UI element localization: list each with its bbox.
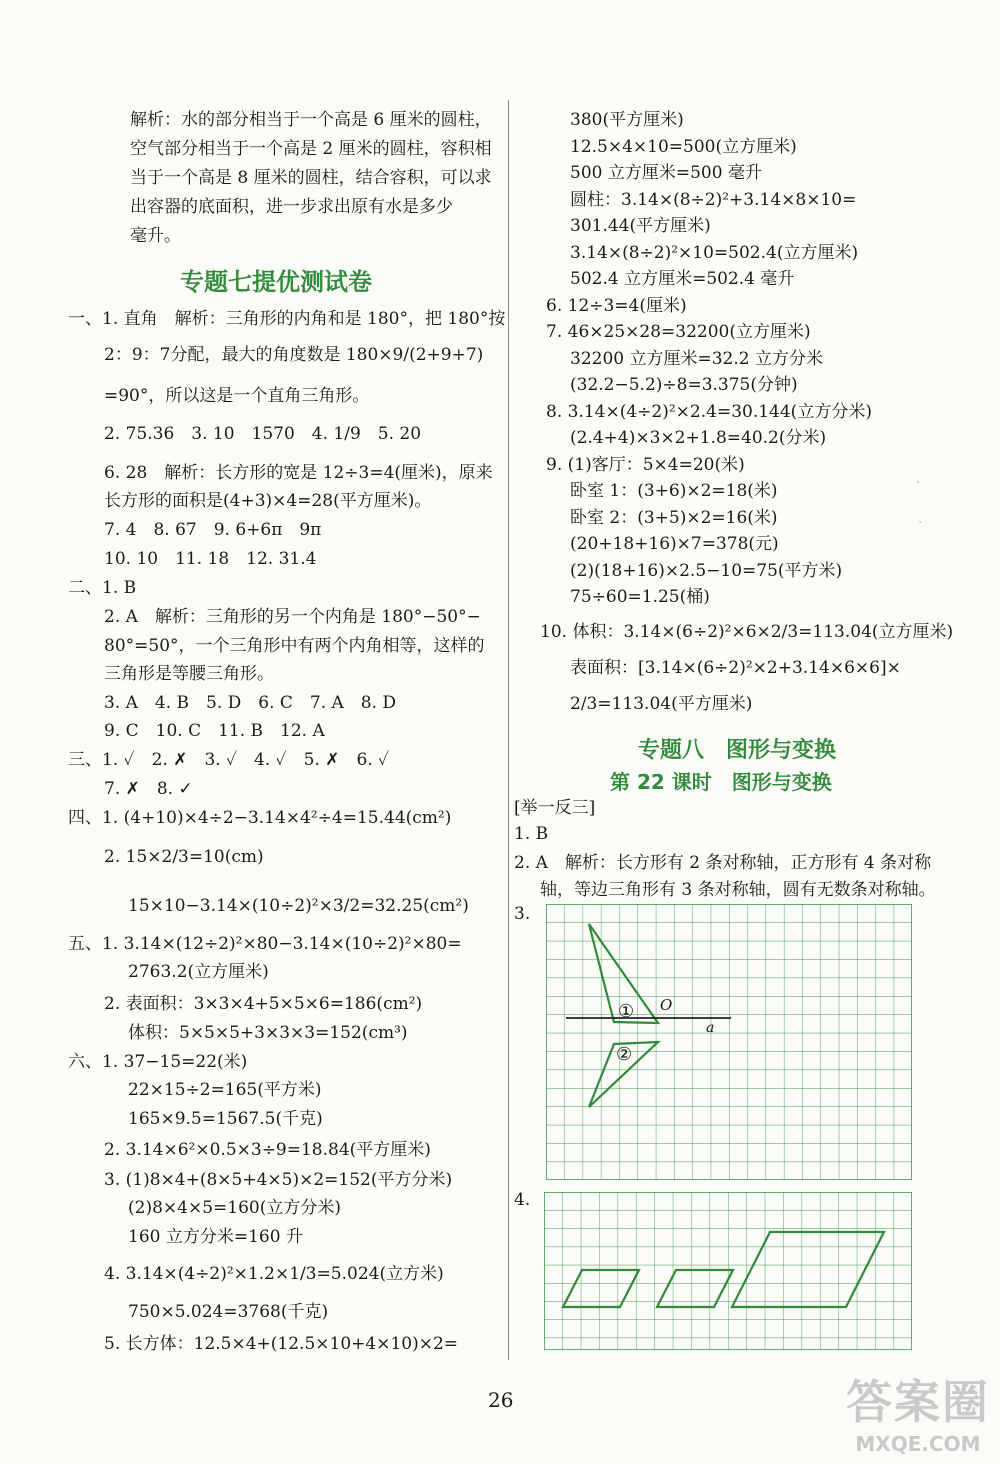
text-line: 2. 15×2/3=10(cm) bbox=[104, 847, 264, 867]
grid-figure-4 bbox=[544, 1192, 912, 1350]
label-circle-1: ① bbox=[618, 1001, 635, 1022]
text-line: 502.4 立方厘米=502.4 毫升 bbox=[570, 269, 795, 289]
text-line: 12.5×4×10=500(立方厘米) bbox=[570, 137, 797, 157]
text-line: 5. 长方体：12.5×4+(12.5×10+4×10)×2= bbox=[104, 1334, 459, 1354]
text-line: 1. B bbox=[514, 824, 549, 844]
text-line: 165×9.5=1567.5(千克) bbox=[128, 1109, 323, 1129]
watermark bbox=[846, 1366, 990, 1456]
text-line: 2. 75.36 3. 10 1570 4. 1/9 5. 20 bbox=[104, 424, 422, 444]
chapter-title: 专题八 图形与变换 bbox=[638, 738, 837, 763]
text-line: 2. A 解析：长方形有 2 条对称轴，正方形有 4 条对称 bbox=[514, 853, 932, 873]
scan-mark: · bbox=[918, 515, 923, 531]
text-line: 32200 立方厘米=32.2 立方分米 bbox=[570, 349, 823, 369]
text-line: 4. bbox=[514, 1190, 531, 1210]
text-line: 9. (1)客厅：5×4=20(米) bbox=[546, 455, 745, 475]
text-line: 3. (1)8×4+(8×5+4×5)×2=152(平方分米) bbox=[104, 1170, 453, 1190]
text-line: 表面积：[3.14×(6÷2)²×2+3.14×6×6]× bbox=[570, 658, 901, 678]
text-line: 2/3=113.04(平方厘米) bbox=[570, 694, 753, 714]
text-line: (20+18+16)×7=378(元) bbox=[570, 534, 779, 554]
text-line: 2763.2(立方厘米) bbox=[128, 962, 269, 982]
text-line: 六、1. 37−15=22(米) bbox=[68, 1052, 248, 1072]
text-line: 一、1. 直角 解析：三角形的内角和是 180°，把 180°按 bbox=[68, 309, 506, 329]
text-line: 7. 4 8. 67 9. 6+6π 9π bbox=[104, 520, 322, 540]
text-line: 圆柱：3.14×(8÷2)²+3.14×8×10= bbox=[570, 190, 857, 210]
text-line: 2. A 解析：三角形的另一个内角是 180°−50°− bbox=[104, 607, 481, 627]
text-line: 6. 28 解析：长方形的宽是 12÷3=4(厘米)，原来 bbox=[104, 463, 493, 483]
text-line: 3. bbox=[514, 904, 531, 924]
text-line: 4. 3.14×(4÷2)²×1.2×1/3=5.024(立方米) bbox=[104, 1264, 444, 1284]
text-line: 四、1. (4+10)×4÷2−3.14×4²÷4=15.44(cm²) bbox=[68, 808, 452, 828]
text-line: (2)8×4×5=160(立方分米) bbox=[128, 1198, 341, 1218]
text-line: 三角形是等腰三角形。 bbox=[104, 664, 274, 684]
text-line: 750×5.024=3768(千克) bbox=[128, 1302, 329, 1322]
text-line: 3. A 4. B 5. D 6. C 7. A 8. D bbox=[104, 693, 397, 713]
text-line: 6. 12÷3=4(厘米) bbox=[546, 296, 687, 316]
text-line: (2.4+4)×3×2+1.8=40.2(分米) bbox=[570, 428, 827, 448]
text-line: =90°，所以这是一个直角三角形。 bbox=[104, 386, 370, 406]
page-number: 26 bbox=[488, 1388, 514, 1412]
text-line: 卧室 1：(3+6)×2=18(米) bbox=[570, 481, 778, 501]
text-line: 380(平方厘米) bbox=[570, 110, 684, 130]
text-line: 三、1. ✓ 2. ✗ 3. ✓ 4. ✓ 5. ✗ 6. ✓ bbox=[68, 750, 390, 770]
text-line: 当于一个高是 8 厘米的圆柱，结合容积，可以求 bbox=[130, 168, 492, 188]
grid-figure-3 bbox=[546, 904, 912, 1180]
text-line: 8. 3.14×(4÷2)²×2.4=30.144(立方分米) bbox=[546, 402, 872, 422]
text-line: 3.14×(8÷2)²×10=502.4(立方厘米) bbox=[570, 243, 859, 263]
text-line: 五、1. 3.14×(12÷2)²×80−3.14×(10÷2)²×80= bbox=[68, 934, 462, 954]
text-line: (32.2−5.2)÷8=3.375(分钟) bbox=[570, 375, 798, 395]
text-line: 7. 46×25×28=32200(立方厘米) bbox=[546, 322, 811, 342]
label-point-o: O bbox=[660, 996, 673, 1014]
text-line: 毫升。 bbox=[130, 226, 181, 246]
scan-mark: · bbox=[916, 475, 921, 491]
text-line: 9. C 10. C 11. B 12. A bbox=[104, 721, 325, 741]
text-line: 二、1. B bbox=[68, 578, 137, 598]
text-line: 空气部分相当于一个高是 2 厘米的圆柱，容积相 bbox=[130, 139, 492, 159]
text-line: 80°=50°，一个三角形中有两个内角相等，这样的 bbox=[104, 636, 485, 656]
watermark-main: 答案圈 bbox=[846, 1375, 990, 1429]
text-line: 体积：5×5×5+3×3×3=152(cm³) bbox=[128, 1023, 408, 1043]
text-line: 2：9：7分配，最大的角度数是 180×9/(2+9+7) bbox=[104, 345, 484, 365]
text-line: 2. 3.14×6²×0.5×3÷9=18.84(平方厘米) bbox=[104, 1140, 431, 1160]
text-line: 7. ✗ 8. ✓ bbox=[104, 779, 193, 799]
column-divider bbox=[508, 100, 509, 1360]
text-line: 10. 10 11. 18 12. 31.4 bbox=[104, 549, 317, 569]
text-line: 10. 体积：3.14×(6÷2)²×6×2/3=113.04(立方厘米) bbox=[540, 622, 954, 642]
text-line: 卧室 2：(3+5)×2=16(米) bbox=[570, 508, 778, 528]
lesson-title: 第 22 课时 图形与变换 bbox=[610, 770, 832, 794]
text-line: 500 立方厘米=500 毫升 bbox=[570, 163, 762, 183]
text-line: 解析：水的部分相当于一个高是 6 厘米的圆柱， bbox=[130, 110, 492, 130]
text-line: 15×10−3.14×(10÷2)²×3/2=32.25(cm²) bbox=[128, 896, 469, 916]
text-line: 轴，等边三角形有 3 条对称轴，圆有无数条对称轴。 bbox=[540, 880, 936, 900]
text-line: 2. 表面积：3×3×4+5×5×6=186(cm²) bbox=[104, 994, 423, 1014]
text-line: 22×15÷2=165(平方米) bbox=[128, 1080, 322, 1100]
text-line: 75÷60=1.25(桶) bbox=[570, 587, 710, 607]
text-line: 长方形的面积是(4+3)×4=28(平方厘米)。 bbox=[104, 491, 432, 511]
label-circle-2: ② bbox=[616, 1044, 633, 1065]
watermark-sub: MXQE.COM bbox=[855, 1432, 981, 1456]
text-line: (2)(18+16)×2.5−10=75(平方米) bbox=[570, 561, 843, 581]
section-tag: [举一反三] bbox=[514, 798, 596, 818]
text-line: 301.44(平方厘米) bbox=[570, 216, 711, 236]
text-line: 160 立方分米=160 升 bbox=[128, 1227, 303, 1247]
section-title: 专题七提优测试卷 bbox=[180, 268, 372, 296]
text-line: 出容器的底面积，进一步求出原有水是多少 bbox=[130, 197, 453, 217]
label-line-a: a bbox=[706, 1020, 715, 1036]
